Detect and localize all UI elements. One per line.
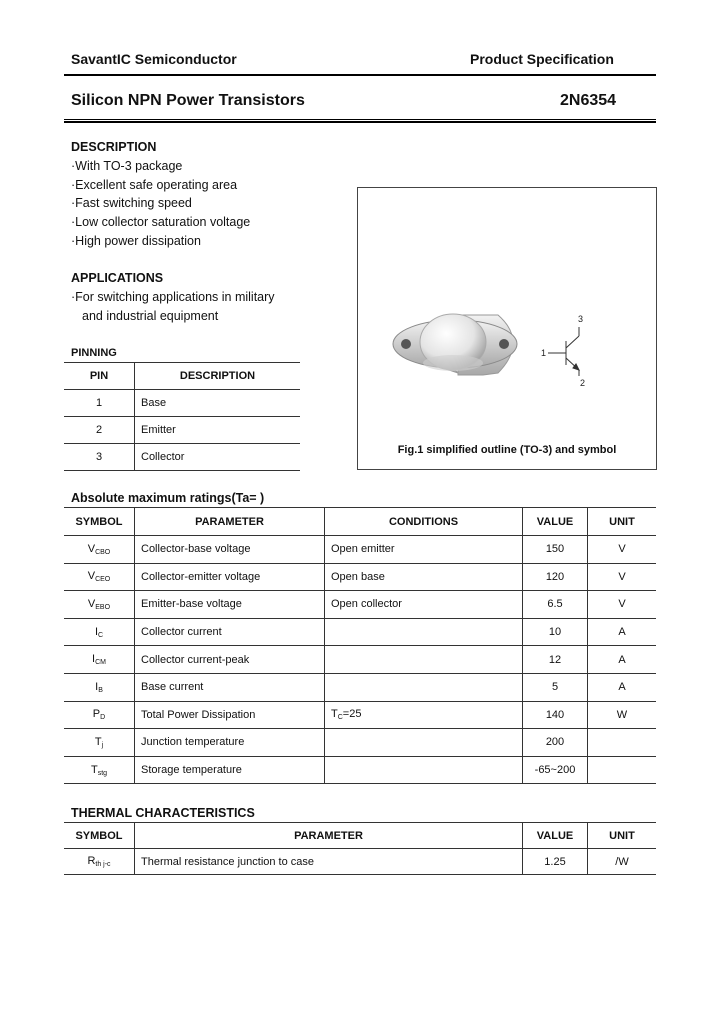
symbol-cell: $V_{CEO}$ [64,563,135,591]
description-item: ·High power dissipation [71,233,201,248]
parameter-cell: Collector current [135,618,325,646]
table-row [64,563,656,591]
table-row [64,444,300,471]
parameter-cell: Collector-emitter voltage [135,563,325,591]
col-header: DESCRIPTION [135,363,301,390]
symbol-cell: $T_{stg}$ [64,756,135,784]
conditions-cell [325,673,523,701]
figure-box [357,187,657,470]
unit-cell: V [588,591,657,619]
abs-max-table [64,507,656,784]
table-row [64,536,656,564]
npn-symbol-icon [548,327,579,376]
unit-cell: A [588,673,657,701]
table-row [64,701,656,729]
value-cell: 200 [523,729,588,757]
table-row [64,673,656,701]
to3-package-drawing [358,188,656,438]
value-cell: 120 [523,563,588,591]
table-row [64,849,656,875]
symbol-cell: $R_{th j-c}$ [64,849,135,875]
unit-cell: /W [588,849,657,875]
table-header-row [64,363,300,390]
symbol-cell: $T_j$ [64,729,135,757]
pin-description: Collector [135,444,301,471]
pinning-table [64,362,300,471]
parameter-cell: Storage temperature [135,756,325,784]
parameter-cell: Total Power Dissipation [135,701,325,729]
symbol-cell: $I_{CM}$ [64,646,135,674]
value-cell: 12 [523,646,588,674]
col-header: VALUE [523,508,588,536]
table-row [64,729,656,757]
table-row [64,756,656,784]
description-list [71,157,250,251]
parameter-cell: Thermal resistance junction to case [135,849,523,875]
col-header: PARAMETER [135,823,523,849]
unit-cell: A [588,618,657,646]
unit-cell: V [588,536,657,564]
table-row [64,390,300,417]
applications-title: APPLICATIONS [71,271,164,285]
symbol-cell: $V_{EBO}$ [64,591,135,619]
table-row [64,618,656,646]
description-item: ·Excellent safe operating area [71,177,238,192]
col-header: PIN [64,363,135,390]
value-cell: 150 [523,536,588,564]
symbol-cell: $P_D$ [64,701,135,729]
pin-description: Base [135,390,301,417]
title-divider-thick [64,121,656,123]
pin-number: 2 [64,417,135,444]
conditions-cell [325,729,523,757]
unit-cell [588,756,657,784]
col-header: UNIT [588,508,657,536]
header-divider [64,74,656,76]
description-item: ·Fast switching speed [71,196,192,211]
description-item: ·Low collector saturation voltage [71,215,251,230]
abs-max-title: Absolute maximum ratings(Ta= ) [71,491,265,505]
symbol-cell: $I_B$ [64,673,135,701]
company-name: SavantIC Semiconductor [71,51,237,67]
parameter-cell: Base current [135,673,325,701]
unit-cell [588,729,657,757]
thermal-table [64,822,656,875]
pin-label-3: 3 [578,314,584,324]
parameter-cell: Collector-base voltage [135,536,325,564]
thermal-title: THERMAL CHARACTERISTICS [71,806,255,820]
parameter-cell: Collector current-peak [135,646,325,674]
col-header: SYMBOL [64,823,135,849]
col-header: PARAMETER [135,508,325,536]
conditions-cell: Open base [325,563,523,591]
table-row [64,591,656,619]
value-cell: 140 [523,701,588,729]
pin-number: 1 [64,390,135,417]
title-divider-thin [64,119,656,120]
part-number: 2N6354 [560,92,617,109]
pin-description: Emitter [135,417,301,444]
unit-cell: A [588,646,657,674]
product-line: Silicon NPN Power Transistors [71,92,305,109]
description-title: DESCRIPTION [71,140,157,154]
applications-item: ·For switching applications in military [71,290,275,304]
conditions-cell [325,756,523,784]
symbol-cell: $I_C$ [64,618,135,646]
value-cell: 6.5 [523,591,588,619]
value-cell: -65~200 [523,756,588,784]
conditions-cell [325,618,523,646]
conditions-cell [325,646,523,674]
table-header-row [64,508,656,536]
pin-label-2: 2 [580,378,586,388]
applications-list [71,288,275,325]
table-header-row [64,823,656,849]
conditions-cell: $T_C=25$ [325,701,523,729]
unit-cell: W [588,701,657,729]
conditions-cell: Open collector [325,591,523,619]
parameter-cell: Emitter-base voltage [135,591,325,619]
col-header: UNIT [588,823,657,849]
figure-caption: Fig.1 simplified outline (TO-3) and symbol [397,444,617,456]
value-cell: 1.25 [523,849,588,875]
value-cell: 10 [523,618,588,646]
conditions-cell: Open emitter [325,536,523,564]
pin-number: 3 [64,444,135,471]
unit-cell: V [588,563,657,591]
table-row [64,417,300,444]
table-row [64,646,656,674]
col-header: VALUE [523,823,588,849]
doc-type: Product Specification [470,51,614,67]
symbol-cell: $V_{CBO}$ [64,536,135,564]
value-cell: 5 [523,673,588,701]
col-header: SYMBOL [64,508,135,536]
pin-label-1: 1 [541,348,547,358]
pinning-title: PINNING [71,347,117,359]
applications-item: and industrial equipment [82,308,219,323]
parameter-cell: Junction temperature [135,729,325,757]
description-item: ·With TO-3 package [71,159,183,173]
col-header: CONDITIONS [325,508,523,536]
